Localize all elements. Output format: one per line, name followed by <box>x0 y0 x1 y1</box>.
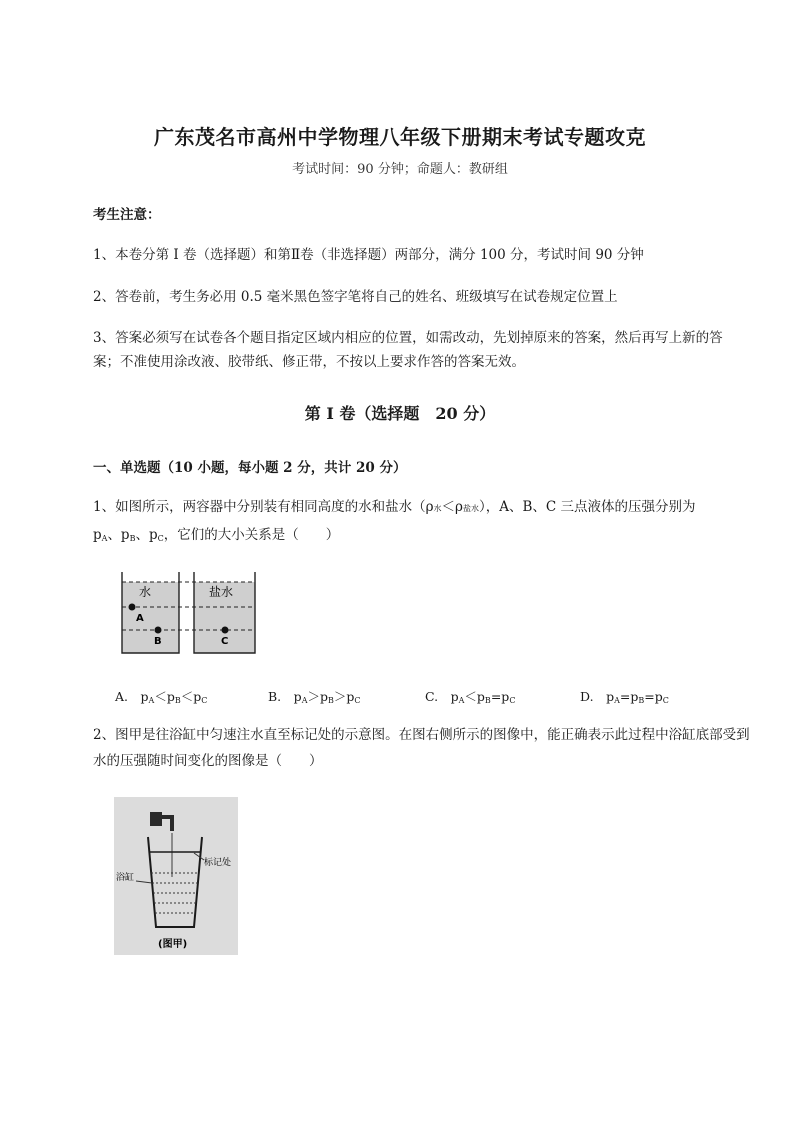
point-a <box>129 604 136 611</box>
question-1-line-1: 1、如图所示，两容器中分别装有相同高度的水和盐水（ρ水＜ρ盐水），A、B、C 三点液体的压强分别为 <box>93 499 696 515</box>
label-brine: 盐水 <box>209 585 234 599</box>
q1-option-a[interactable]: A. $p_A<p_B<p_C$ <box>115 689 208 705</box>
label-water: 水 <box>139 585 152 599</box>
notice-item-2: 2、答卷前，考生务必用 0.5 毫米黑色签字笔将自己的姓名、班级填写在试卷规定位置上 <box>93 289 618 305</box>
notice-item-1: 1、本卷分第 I 卷（选择题）和第Ⅱ卷（非选择题）两部分，满分 100 分，考试时间 90 分钟 <box>93 247 644 263</box>
question-2: 2、图甲是往浴缸中匀速注水直至标记处的示意图。在图右侧所示的图像中，能正确表示此过程中浴缸底部受到水的压强随时间变化的图像是（ ） <box>93 727 750 769</box>
q2-bathtub-figure <box>114 797 238 955</box>
figure-caption: (图甲) <box>158 939 188 950</box>
q1-option-d[interactable]: D. $p_A=p_B=p_C$ <box>580 689 669 705</box>
faucet-handle <box>150 812 162 826</box>
label-a: A <box>136 613 144 624</box>
q1-option-b[interactable]: B. $p_A>p_B>p_C$ <box>268 689 361 705</box>
label-b: B <box>154 636 162 647</box>
notice-heading: 考生注意： <box>93 207 161 223</box>
page-title: 广东茂名市高州中学物理八年级下册期末考试专题攻克 <box>154 125 646 149</box>
question-1 <box>93 494 753 552</box>
exam-info: 考试时间：90 分钟；命题人：教研组 <box>292 162 508 177</box>
point-c <box>222 627 229 634</box>
notice-item-3: 3、答案必须写在试卷各个题目指定区域内相应的位置，如需改动，先划掉原来的答案，然后再写上新的答案；不准使用涂改液、胶带纸、修正带，不按以上要求作答的答案无效。 <box>93 330 723 370</box>
label-c: C <box>221 636 229 647</box>
part-heading: 一、单选题（10 小题，每小题 2 分，共计 20 分） <box>93 460 407 476</box>
q1-option-c[interactable]: C. $p_A<p_B=p_C$ <box>425 689 516 705</box>
point-b <box>155 627 162 634</box>
label-tub: 浴缸 <box>116 873 135 883</box>
section-title: 第 I 卷（选择题 20 分） <box>304 404 496 423</box>
q1-container-figure <box>118 570 258 656</box>
label-mark: 标记处 <box>204 858 232 868</box>
question-1-line-2: $p_A$、$p_B$、$p_C$，它们的大小关系是（ ） <box>93 527 340 543</box>
